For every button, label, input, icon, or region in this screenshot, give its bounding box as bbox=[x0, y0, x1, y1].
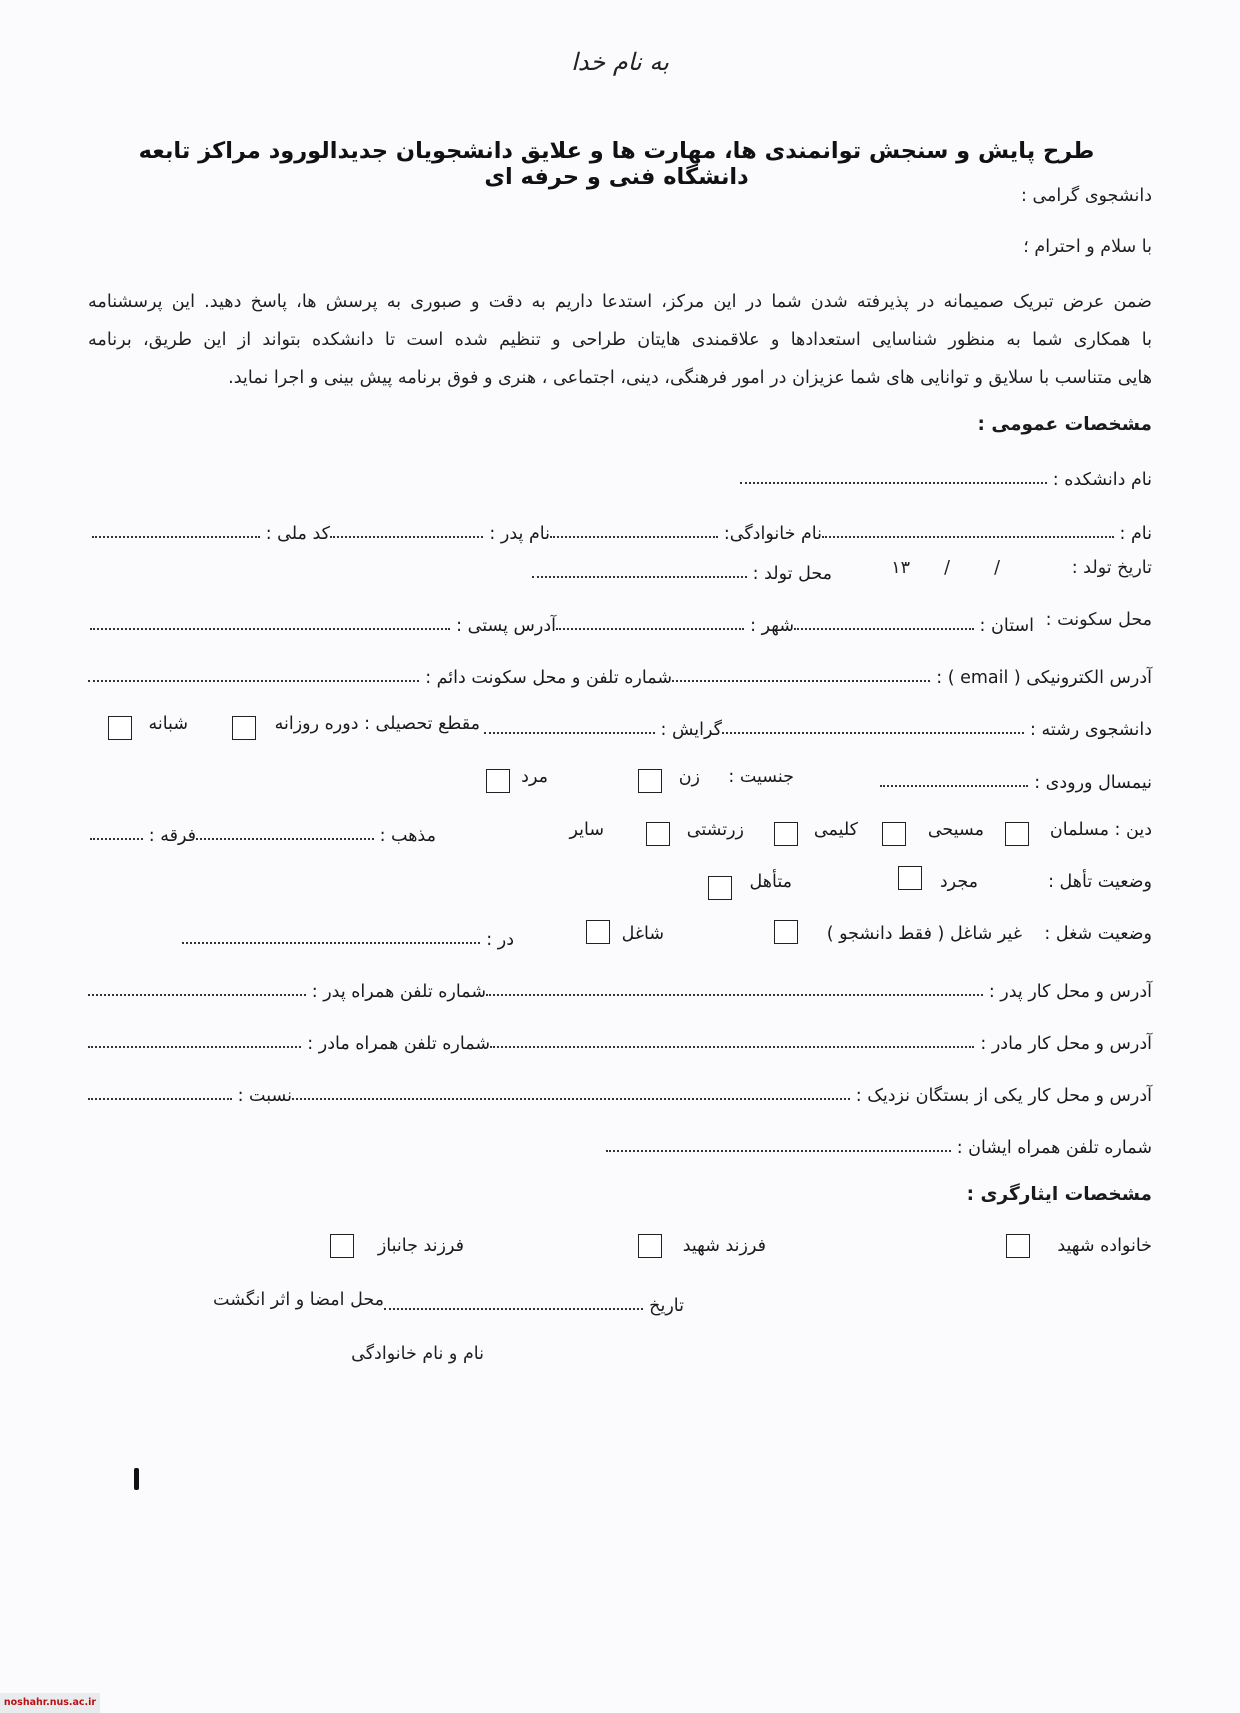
jewish-checkbox[interactable] bbox=[774, 822, 798, 846]
first-name-line[interactable] bbox=[822, 536, 1114, 538]
father-name-line[interactable] bbox=[330, 536, 483, 538]
birth-place-label: محل تولد : bbox=[752, 564, 832, 584]
father-mobile-field[interactable] bbox=[88, 976, 486, 1002]
province-field[interactable] bbox=[794, 610, 1034, 636]
entry-semester-label: نیمسال ورودی : bbox=[1034, 773, 1152, 793]
unemployed-label: غیر شاغل ( فقط دانشجو ) bbox=[826, 924, 1022, 944]
faculty-label: نام دانشکده : bbox=[1052, 470, 1152, 490]
email-label: آدرس الکترونیکی ( email ) : bbox=[936, 668, 1152, 688]
faculty-line[interactable] bbox=[740, 482, 1047, 484]
married-label: متأهل bbox=[749, 872, 792, 892]
postal-address-label: آدرس پستی : bbox=[456, 616, 556, 636]
relative-mobile-field[interactable] bbox=[606, 1132, 1152, 1158]
birth-date-slash-2: / bbox=[944, 558, 950, 578]
basmala: به نام خدا bbox=[571, 48, 669, 76]
email-line[interactable] bbox=[672, 680, 930, 682]
sect-line[interactable] bbox=[90, 838, 143, 840]
relative-work-line[interactable] bbox=[292, 1098, 850, 1100]
degree-daytime-label: مقطع تحصیلی : دوره روزانه bbox=[274, 714, 480, 734]
mother-work-label: آدرس و محل کار مادر : bbox=[980, 1034, 1152, 1054]
male-checkbox[interactable] bbox=[486, 769, 510, 793]
salutation: دانشجوی گرامی : bbox=[1020, 186, 1152, 206]
night-label: شبانه bbox=[148, 714, 188, 734]
employed-label: شاغل bbox=[621, 924, 664, 944]
general-heading: مشخصات عمومی : bbox=[977, 414, 1152, 435]
email-field[interactable] bbox=[672, 662, 1152, 688]
denomination-label: مذهب : bbox=[379, 826, 436, 846]
daytime-checkbox[interactable] bbox=[232, 716, 256, 740]
postal-address-line[interactable] bbox=[90, 628, 450, 630]
christian-checkbox[interactable] bbox=[882, 822, 906, 846]
city-line[interactable] bbox=[556, 628, 744, 630]
phone-residence-field[interactable] bbox=[88, 662, 672, 688]
province-label: استان : bbox=[979, 616, 1034, 636]
workplace-line[interactable] bbox=[182, 942, 480, 944]
intro-line-1: ضمن عرض تبریک صمیمانه در پذیرفته شدن شما در این مرکز، استدعا داریم به دقت و صبوری به پرسش ها، پاسخ دهید. این پرسشنامه bbox=[88, 292, 1152, 312]
veteran-child-checkbox[interactable] bbox=[330, 1234, 354, 1258]
relation-label: نسبت : bbox=[237, 1086, 292, 1106]
birth-date-label: تاریخ تولد : bbox=[1071, 558, 1152, 578]
date-line[interactable] bbox=[384, 1308, 643, 1310]
birth-year-prefix: ۱۳ bbox=[891, 558, 910, 578]
other-religion-label: سایر bbox=[569, 820, 604, 840]
faculty-field[interactable] bbox=[740, 464, 1152, 490]
major-label: دانشجوی رشته : bbox=[1030, 720, 1152, 740]
mother-work-line[interactable] bbox=[490, 1046, 974, 1048]
signature-label: محل امضا و اثر انگشت bbox=[213, 1290, 384, 1310]
father-mobile-line[interactable] bbox=[88, 994, 306, 996]
christian-label: مسیحی bbox=[927, 820, 984, 840]
mother-mobile-field[interactable] bbox=[88, 1028, 490, 1054]
mother-work-field[interactable] bbox=[490, 1028, 1152, 1054]
workplace-field[interactable] bbox=[182, 924, 514, 950]
national-code-label: کد ملی : bbox=[265, 524, 330, 544]
birth-date-slash-1: / bbox=[994, 558, 1000, 578]
entry-semester-field[interactable] bbox=[880, 767, 1152, 793]
mother-mobile-line[interactable] bbox=[88, 1046, 301, 1048]
phone-residence-label: شماره تلفن و محل سکونت دائم : bbox=[425, 668, 672, 688]
unemployed-checkbox[interactable] bbox=[774, 920, 798, 944]
father-work-label: آدرس و محل کار پدر : bbox=[988, 982, 1152, 1002]
jewish-label: کلیمی bbox=[813, 820, 858, 840]
sacrifice-heading: مشخصات ایثارگری : bbox=[966, 1184, 1152, 1205]
father-mobile-label: شماره تلفن همراه پدر : bbox=[311, 982, 486, 1002]
martyr-family-checkbox[interactable] bbox=[1006, 1234, 1030, 1258]
martyr-child-label: فرزند شهید bbox=[682, 1236, 766, 1256]
relative-mobile-label: شماره تلفن همراه ایشان : bbox=[956, 1138, 1152, 1158]
female-label: زن bbox=[678, 767, 700, 787]
sect-field[interactable] bbox=[90, 820, 196, 846]
orientation-field[interactable] bbox=[484, 714, 722, 740]
father-work-field[interactable] bbox=[486, 976, 1152, 1002]
relation-line[interactable] bbox=[88, 1098, 232, 1100]
zoroastrian-label: زرتشتی bbox=[686, 820, 744, 840]
sect-label: فرقه : bbox=[148, 826, 196, 846]
national-code-field[interactable] bbox=[92, 518, 330, 544]
city-field[interactable] bbox=[556, 610, 794, 636]
muslim-checkbox[interactable] bbox=[1005, 822, 1029, 846]
job-status-label: وضعیت شغل : bbox=[1044, 924, 1152, 944]
single-checkbox[interactable] bbox=[898, 866, 922, 890]
relative-work-field[interactable] bbox=[292, 1080, 1152, 1106]
married-checkbox[interactable] bbox=[708, 876, 732, 900]
mother-mobile-label: شماره تلفن همراه مادر : bbox=[307, 1034, 490, 1054]
female-checkbox[interactable] bbox=[638, 769, 662, 793]
birth-place-field[interactable] bbox=[532, 558, 832, 584]
gender-label: جنسیت : bbox=[728, 767, 794, 787]
marital-label: وضعیت تأهل : bbox=[1048, 872, 1152, 892]
single-label: مجرد bbox=[939, 872, 978, 892]
last-name-line[interactable] bbox=[550, 536, 718, 538]
full-name-label: نام و نام خانوادگی bbox=[351, 1344, 484, 1364]
relation-field[interactable] bbox=[88, 1080, 292, 1106]
province-line[interactable] bbox=[794, 628, 974, 630]
father-name-field[interactable] bbox=[330, 518, 550, 544]
relative-work-label: آدرس و محل کار یکی از بستگان نزدیک : bbox=[855, 1086, 1152, 1106]
first-name-field[interactable] bbox=[822, 518, 1152, 544]
martyr-family-label: خانواده شهید bbox=[1057, 1236, 1152, 1256]
phone-residence-line[interactable] bbox=[88, 680, 419, 682]
zoroastrian-checkbox[interactable] bbox=[646, 822, 670, 846]
form-title: طرح پایش و سنجش توانمندی ها، مهارت ها و علایق دانشجویان جدیدالورود مراکز تابعه دانشگاه فنی و حرفه ای bbox=[138, 138, 1095, 190]
denomination-field[interactable] bbox=[196, 820, 436, 846]
major-field[interactable] bbox=[722, 714, 1152, 740]
page-number-mark bbox=[134, 1468, 139, 1490]
date-field[interactable] bbox=[384, 1290, 684, 1316]
national-code-line[interactable] bbox=[92, 536, 260, 538]
employed-checkbox[interactable] bbox=[586, 920, 610, 944]
major-line[interactable] bbox=[722, 732, 1024, 734]
entry-semester-line[interactable] bbox=[880, 785, 1028, 787]
male-label: مرد bbox=[521, 767, 548, 787]
martyr-child-checkbox[interactable] bbox=[638, 1234, 662, 1258]
father-name-label: نام پدر : bbox=[489, 524, 550, 544]
greeting: با سلام و احترام ؛ bbox=[1023, 237, 1152, 257]
orientation-label: گرایش : bbox=[660, 720, 722, 740]
postal-address-field[interactable] bbox=[90, 610, 556, 636]
residence-label: محل سکونت : bbox=[1045, 610, 1152, 630]
workplace-label: در : bbox=[486, 930, 514, 950]
birth-place-line[interactable] bbox=[532, 576, 747, 578]
orientation-line[interactable] bbox=[484, 732, 655, 734]
last-name-field[interactable] bbox=[550, 518, 822, 544]
last-name-label: نام خانوادگی: bbox=[723, 524, 822, 544]
first-name-label: نام : bbox=[1119, 524, 1152, 544]
watermark: noshahr.nus.ac.ir bbox=[0, 1693, 100, 1713]
father-work-line[interactable] bbox=[486, 994, 983, 996]
relative-mobile-line[interactable] bbox=[606, 1150, 951, 1152]
veteran-child-label: فرزند جانباز bbox=[377, 1236, 464, 1256]
religion-muslim-label: دین : مسلمان bbox=[1049, 820, 1152, 840]
night-checkbox[interactable] bbox=[108, 716, 132, 740]
intro-line-2: با همکاری شما به منظور شناسایی استعدادها و علاقمندی هایتان طراحی و تنظیم شده است تا دانشکده بتواند از این طریق، برنامه bbox=[88, 330, 1152, 350]
intro-line-3: هایی متناسب با سلایق و توانایی های شما عزیزان در امور فرهنگی، دینی، اجتماعی ، هنری و فوق برنامه پیش بینی و اجرا نماید. bbox=[228, 368, 1152, 388]
city-label: شهر : bbox=[750, 616, 794, 636]
date-label: تاریخ bbox=[649, 1296, 684, 1316]
denomination-line[interactable] bbox=[196, 838, 374, 840]
